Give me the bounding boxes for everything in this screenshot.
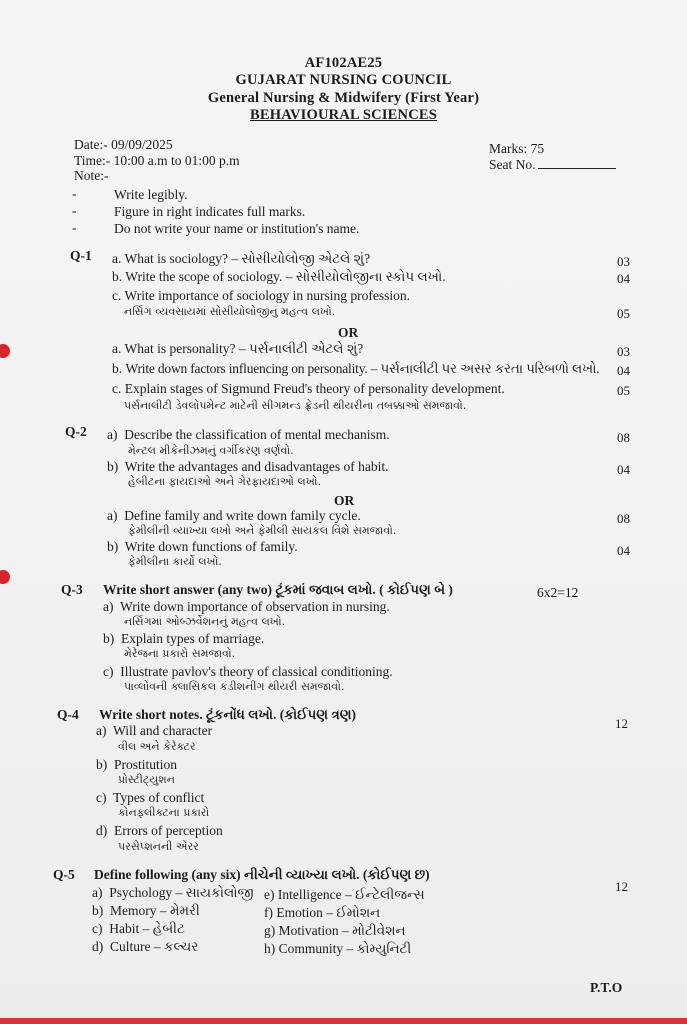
question-label: Q-5 bbox=[53, 867, 75, 882]
exam-time: Time:- 10:00 a.m to 01:00 p.m bbox=[74, 153, 240, 168]
question-item bbox=[96, 723, 212, 739]
question-item bbox=[103, 631, 264, 647]
total-marks: Marks: 75 bbox=[489, 141, 545, 156]
item-text: Psychology – સાયકોલોજી bbox=[109, 885, 254, 900]
item-text: Explain types of marriage. bbox=[121, 631, 265, 646]
item-marks: 05 bbox=[617, 383, 630, 398]
or-divider: OR bbox=[338, 325, 359, 340]
item-number: a. bbox=[112, 341, 122, 356]
item-number: c. bbox=[112, 381, 122, 396]
question-item bbox=[107, 539, 298, 555]
item-number: b) bbox=[92, 903, 104, 918]
note-item: Do not write your name or institution's name. bbox=[114, 221, 360, 236]
item-number: a. bbox=[112, 251, 122, 266]
question-label: Q-3 bbox=[61, 582, 83, 597]
gujarati-text: ફેમીલીના કાર્યો લખો. bbox=[128, 555, 222, 568]
gujarati-text: ફેમીલીની વ્યાખ્યા લખો અને ફેમીલી સાયકલ વિશે સમજાવો. bbox=[128, 524, 397, 537]
item-marks: 04 bbox=[617, 363, 630, 378]
question-label: Q-4 bbox=[57, 707, 79, 722]
item-number: c) bbox=[96, 790, 107, 805]
question-title: Write short notes. ટૂંકનોંધ લખો. (કોઈપણ ત્રણ) bbox=[99, 707, 357, 722]
item-number: c. bbox=[112, 288, 122, 303]
item-text: Memory – મેમરી bbox=[110, 903, 200, 918]
question-title: Write short answer (any two) ટૂંકમાં જવાબ લખો. ( કોઈપણ બે ) bbox=[103, 582, 453, 597]
exam-date: Date:- 09/09/2025 bbox=[74, 137, 173, 152]
item-text: Errors of perception bbox=[114, 823, 223, 838]
question-item bbox=[112, 269, 446, 285]
red-dot bbox=[0, 570, 10, 584]
item-number: a) bbox=[103, 599, 114, 614]
note-item: Figure in right indicates full marks. bbox=[114, 204, 306, 219]
question-item bbox=[112, 341, 363, 357]
red-edge bbox=[0, 1018, 687, 1024]
define-item: e) Intelligence – ઈન્ટેલીજન્સ bbox=[264, 887, 425, 902]
paper-code: AF102AE25 bbox=[304, 55, 383, 71]
gujarati-text: પર્સનાલીટી ડેવલોપમેન્ટ માટેની સીગમન્ડ ફ્રેડની થીયરીના તબક્કાઓ સમજાવો. bbox=[124, 399, 467, 412]
seat-blank bbox=[538, 158, 616, 169]
item-number: a) bbox=[96, 723, 107, 738]
item-marks: 04 bbox=[617, 271, 630, 286]
item-number: a) bbox=[92, 885, 103, 900]
question-item bbox=[107, 459, 389, 475]
gujarati-text: નર્સિંગમાં ઓબ્ઝર્વેશનનું મહત્વ લખો. bbox=[124, 615, 286, 628]
question-item bbox=[103, 664, 393, 680]
item-marks: 04 bbox=[617, 462, 630, 477]
gujarati-text: હેબીટના ફાયદાઓ અને ગેરફાયદાઓ લખો. bbox=[128, 475, 321, 488]
item-number: b) bbox=[107, 459, 119, 474]
question-item bbox=[96, 790, 204, 806]
item-text: Define family and write down family cycle. bbox=[124, 508, 361, 523]
item-number: b) bbox=[107, 539, 119, 554]
define-item: g) Motivation – મોટીવેશન bbox=[264, 923, 406, 938]
item-text: Write down importance of observation in nursing. bbox=[120, 599, 390, 614]
note-dash: - bbox=[72, 203, 77, 218]
gujarati-text: કોનફ્લીક્ટના પ્રકારો bbox=[118, 806, 210, 819]
pto-label: P.T.O bbox=[590, 980, 623, 995]
item-text: What is sociology? – સોસીયોલોજી એટલે શું? bbox=[124, 251, 371, 266]
item-text: Describe the classification of mental mechanism. bbox=[124, 427, 390, 442]
define-item bbox=[92, 903, 200, 919]
seat-label: Seat No. bbox=[489, 157, 536, 172]
question-item bbox=[112, 251, 370, 267]
question-item bbox=[107, 508, 361, 524]
question-marks: 12 bbox=[615, 716, 628, 731]
question-title: Define following (any six) નીચેની વ્યાખ્યા લખો. (કોઈપણ છ) bbox=[94, 867, 430, 882]
define-item bbox=[92, 921, 185, 937]
define-item bbox=[92, 885, 254, 901]
item-text: Write down factors influencing on personality. – પર્સનાલીટી પર અસર કરતા પરિબળો લખો. bbox=[125, 361, 600, 376]
question-item bbox=[112, 288, 410, 304]
or-divider: OR bbox=[334, 493, 355, 508]
define-item: f) Emotion – ઈમોશન bbox=[264, 905, 381, 920]
question-marks: 12 bbox=[615, 879, 628, 894]
note-dash: - bbox=[72, 186, 77, 201]
question-label: Q-2 bbox=[65, 424, 87, 439]
item-number: b) bbox=[96, 757, 108, 772]
item-number: b. bbox=[112, 269, 123, 284]
item-number: d) bbox=[92, 939, 104, 954]
council-title: GUJARAT NURSING COUNCIL bbox=[235, 72, 452, 88]
note-label: Note:- bbox=[74, 168, 109, 183]
question-item bbox=[96, 823, 223, 839]
gujarati-text: વીલ અને કેરેક્ટર bbox=[118, 740, 196, 753]
subject-title: BEHAVIOURAL SCIENCES bbox=[249, 107, 438, 123]
item-text: Explain stages of Sigmund Freud's theory of personality development. bbox=[124, 381, 505, 396]
item-marks: 03 bbox=[617, 344, 630, 359]
define-item: h) Community – કોમ્યુનિટી bbox=[264, 941, 412, 956]
item-number: b. bbox=[112, 361, 123, 376]
red-dot bbox=[0, 344, 10, 358]
item-text: Write importance of sociology in nursing profession. bbox=[124, 288, 411, 303]
gujarati-text: પ્રોસ્ટીટ્યુશન bbox=[118, 773, 175, 786]
gujarati-text: પાવ્લોવની ક્લાસિકલ કંડીશનીંગ થીયરી સમજાવો. bbox=[124, 680, 345, 693]
item-marks: 03 bbox=[617, 254, 630, 269]
gujarati-text: પરસેપ્શનની એરર bbox=[118, 840, 199, 853]
note-item: Write legibly. bbox=[114, 187, 188, 202]
question-item bbox=[112, 381, 505, 397]
course-title: General Nursing & Midwifery (First Year) bbox=[207, 90, 480, 106]
item-text: Write down functions of family. bbox=[124, 539, 298, 554]
item-text: Types of conflict bbox=[113, 790, 205, 805]
item-number: a) bbox=[107, 427, 118, 442]
question-marks: 6x2=12 bbox=[537, 585, 579, 600]
question-item bbox=[112, 361, 599, 377]
item-marks: 08 bbox=[617, 511, 630, 526]
seat-number bbox=[489, 157, 616, 173]
item-number: d) bbox=[96, 823, 108, 838]
question-label: Q-1 bbox=[70, 248, 92, 263]
gujarati-text: મેરેજના પ્રકારો સમજાવો. bbox=[124, 647, 236, 660]
question-item bbox=[107, 427, 390, 443]
item-number: b) bbox=[103, 631, 115, 646]
gujarati-text: મેન્ટલ મીકેનીઝમનું વર્ગીકરણ વર્ણવો. bbox=[128, 444, 294, 457]
gujarati-text: નર્સિંગ વ્યવસાયમાં સોસીયોલોજીનું મહત્વ લખો. bbox=[124, 305, 336, 318]
define-item bbox=[92, 939, 198, 955]
item-marks: 04 bbox=[617, 543, 630, 558]
item-text: Illustrate pavlov's theory of classical conditioning. bbox=[120, 664, 393, 679]
question-item bbox=[103, 599, 390, 615]
item-text: Habit – હેબીટ bbox=[109, 921, 185, 936]
item-text: Culture – કલ્ચર bbox=[110, 939, 199, 954]
item-marks: 08 bbox=[617, 430, 630, 445]
item-text: Write the advantages and disadvantages of habit. bbox=[124, 459, 389, 474]
item-text: Will and character bbox=[113, 723, 213, 738]
item-text: Prostitution bbox=[114, 757, 178, 772]
item-number: a) bbox=[107, 508, 118, 523]
item-text: Write the scope of sociology. – સોસીયોલોજીના સ્કોપ લખો. bbox=[125, 269, 446, 284]
item-number: c) bbox=[103, 664, 114, 679]
note-dash: - bbox=[72, 220, 77, 235]
item-number: c) bbox=[92, 921, 103, 936]
item-text: What is personality? – પર્સનાલીટી એટલે શું? bbox=[124, 341, 364, 356]
item-marks: 05 bbox=[617, 306, 630, 321]
question-item bbox=[96, 757, 177, 773]
